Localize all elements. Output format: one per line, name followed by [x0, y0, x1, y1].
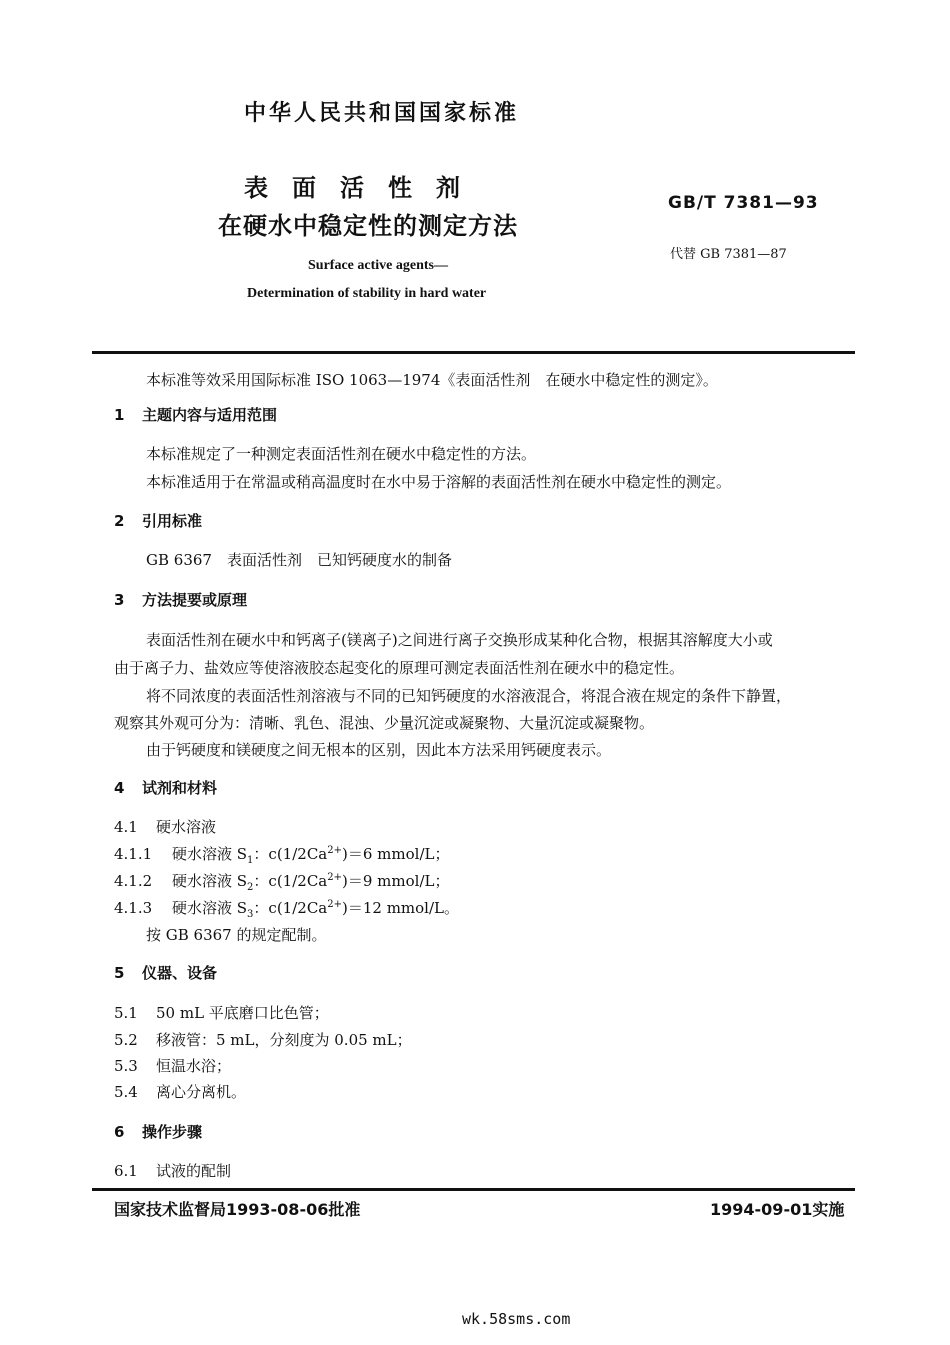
section-5-heading [114, 962, 217, 983]
title-line-1: 表 面 活 性 剂 [244, 174, 460, 202]
item-5-3 [114, 1055, 231, 1076]
effective-date: 1994-09-01实施 [710, 1200, 845, 1219]
section-number: 4 [114, 779, 125, 797]
footer-divider [92, 1188, 855, 1191]
item-number: 4.1 [114, 818, 138, 836]
item-4-1-3 [114, 897, 459, 920]
section-3-paragraph-2b: 观察其外观可分为：清晰、乳色、混浊、少量沉淀或凝聚物、大量沉淀或凝聚物。 [114, 714, 655, 732]
title-line-2: 在硬水中稳定性的测定方法 [218, 212, 518, 240]
section-title: 方法提要或原理 [142, 591, 248, 609]
item-text: 硬水溶液 S [172, 872, 248, 890]
item-5-1 [114, 1002, 329, 1023]
item-text: 离心分离机。 [156, 1083, 247, 1101]
subscript: 1 [247, 855, 254, 866]
item-text: )＝6 mmol/L； [342, 845, 450, 863]
english-title-line-1: Surface active agents— [308, 258, 448, 273]
section-2-heading [114, 510, 202, 531]
item-number: 6.1 [114, 1162, 138, 1180]
item-text: 试液的配制 [156, 1162, 232, 1180]
section-4-heading [114, 777, 217, 798]
section-3-paragraph-1a: 表面活性剂在硬水中和钙离子(镁离子)之间进行离子交换形成某种化合物，根据其溶解度大小或 [146, 631, 773, 649]
section-number: 3 [114, 591, 125, 609]
item-number: 5.4 [114, 1083, 138, 1101]
english-title-line-2: Determination of stability in hard water [247, 286, 487, 301]
section-1-paragraph-1: 本标准规定了一种测定表面活性剂在硬水中稳定性的方法。 [146, 445, 537, 463]
section-4-note: 按 GB 6367 的规定配制。 [146, 926, 327, 944]
section-title: 试剂和材料 [142, 779, 218, 797]
item-text: 硬水溶液 S [172, 899, 248, 917]
item-number: 5.1 [114, 1004, 138, 1022]
superscript: 2+ [327, 872, 342, 883]
item-6-1 [114, 1160, 231, 1181]
item-text: 50 mL 平底磨口比色管； [156, 1004, 329, 1022]
section-3-paragraph-3: 由于钙硬度和镁硬度之间无根本的区别，因此本方法采用钙硬度表示。 [146, 741, 612, 759]
item-5-2 [114, 1029, 412, 1050]
section-3-paragraph-1b: 由于离子力、盐效应等使溶液胶态起变化的原理可测定表面活性剂在硬水中的稳定性。 [114, 659, 685, 677]
item-number: 4.1.2 [114, 872, 153, 890]
item-number: 5.3 [114, 1057, 138, 1075]
item-4-1 [114, 816, 216, 837]
section-1-heading [114, 404, 277, 425]
section-title: 仪器、设备 [142, 964, 218, 982]
item-text: )＝12 mmol/L。 [342, 899, 459, 917]
approval-date: 国家技术监督局1993-08-06批准 [114, 1200, 361, 1219]
section-title: 主题内容与适用范围 [142, 406, 278, 424]
section-3-heading [114, 589, 247, 610]
item-5-4 [114, 1081, 246, 1102]
item-number: 4.1.3 [114, 899, 153, 917]
item-text: 硬水溶液 [156, 818, 217, 836]
item-text: 移液管：5 mL，分刻度为 0.05 mL； [156, 1031, 412, 1049]
item-4-1-1 [114, 843, 449, 866]
section-number: 5 [114, 964, 125, 982]
item-text: ：c(1/2Ca [253, 872, 328, 890]
national-standard-heading: 中华人民共和国国家标准 [244, 101, 520, 126]
item-text: ：c(1/2Ca [253, 845, 328, 863]
superscript: 2+ [327, 899, 342, 910]
site-watermark: wk.58sms.com [462, 1310, 571, 1328]
item-4-1-2 [114, 870, 449, 893]
item-number: 4.1.1 [114, 845, 153, 863]
section-title: 操作步骤 [142, 1123, 203, 1141]
item-number: 5.2 [114, 1031, 138, 1049]
item-text: 硬水溶液 S [172, 845, 248, 863]
item-text: ：c(1/2Ca [253, 899, 328, 917]
subscript: 3 [247, 909, 254, 920]
section-3-paragraph-2a: 将不同浓度的表面活性剂溶液与不同的已知钙硬度的水溶液混合，将混合液在规定的条件下静置， [146, 687, 792, 705]
item-text: )＝9 mmol/L； [342, 872, 450, 890]
section-number: 1 [114, 406, 125, 424]
replaces-standard: 代替 GB 7381—87 [670, 247, 787, 262]
section-6-heading [114, 1121, 202, 1142]
intro-paragraph: 本标准等效采用国际标准 ISO 1063—1974《表面活性剂 在硬水中稳定性的测定》。 [146, 371, 718, 389]
section-2-paragraph-1: GB 6367 表面活性剂 已知钙硬度水的制备 [146, 551, 452, 569]
standard-code: GB/T 7381—93 [668, 193, 819, 213]
item-text: 恒温水浴； [156, 1057, 232, 1075]
section-number: 2 [114, 512, 125, 530]
subscript: 2 [247, 882, 254, 893]
header-divider [92, 351, 855, 354]
superscript: 2+ [327, 845, 342, 856]
section-1-paragraph-2: 本标准适用于在常温或稍高温度时在水中易于溶解的表面活性剂在硬水中稳定性的测定。 [146, 473, 732, 491]
section-title: 引用标准 [142, 512, 203, 530]
section-number: 6 [114, 1123, 125, 1141]
